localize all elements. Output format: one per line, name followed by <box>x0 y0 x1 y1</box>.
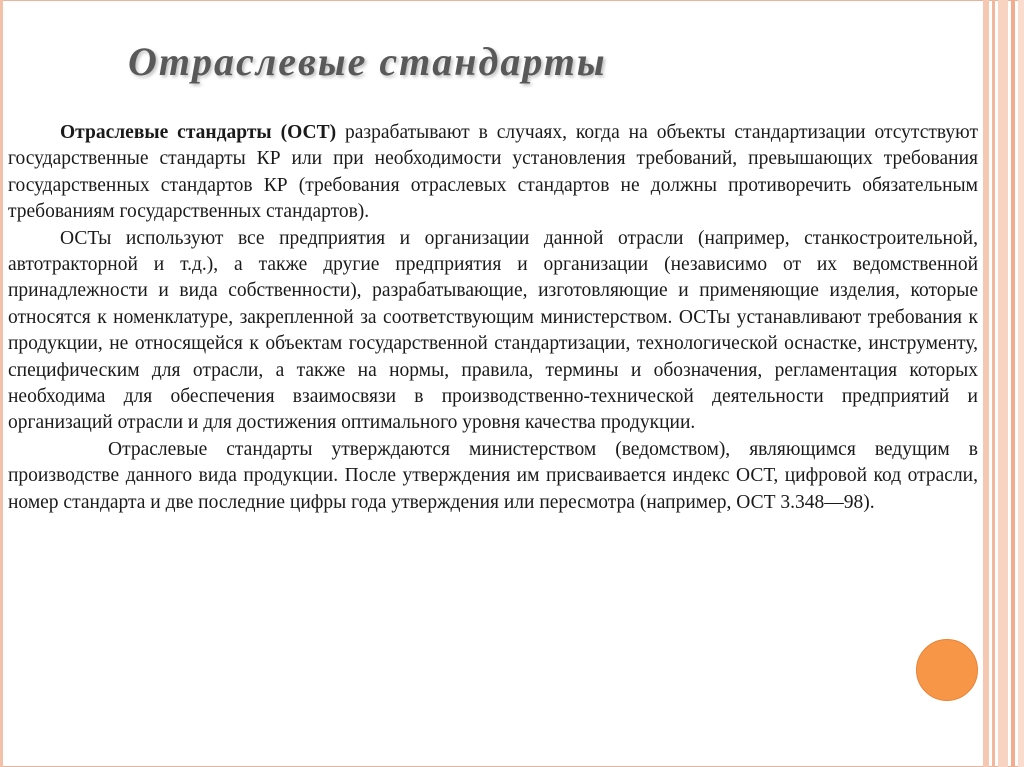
paragraph-2: ОСТы используют все предприятия и организации данной отрасли (например, станкостроительной, автотракторной и т.д.), а также другие предприятия и организации (независимо от их ведомственной принадлежности и вида собственности), разрабатывающие, изготовляющие и применяющие изделия, которые относятся к номенклатуре, закрепленной за соответствующим министерством. ОСТы устанавливают требования к продукции, не относящейся к объектам государственной стандартизации, технологической оснастке, инструменту, специфическим для отрасли, а также на нормы, правила, термины и обозначения, регламентация которых необходима для обеспечения взаимосвязи в производственно-технической деятельности предприятий и организаций отрасли и для достижения оптимального уровня качества продукции. <box>8 227 978 434</box>
decorative-stripe <box>992 0 995 767</box>
paragraph-1-text: разрабатывают в случаях, когда на объекты стандартизации отсутствуют государственные стандарты КР или при необходимости установления требований, превышающих требования государственных стандартов КР (требования отраслевых стандартов не должны противоречить обязательным требованиям государственных стандартов). <box>8 122 978 223</box>
decorative-stripe <box>983 0 989 767</box>
paragraph-3: Отраслевые стандарты утверждаются министерством (ведомством), являющимся ведущим в производстве данного вида продукции. После утверждения им присваивается индекс ОСТ, цифровой код отрасли, номер стандарта и две последние цифры года утверждения или пересмотра (например, ОСТ 3.348—98). <box>8 438 978 513</box>
decorative-stripe <box>1018 0 1024 767</box>
decorative-stripe <box>1011 0 1015 767</box>
slide-body <box>8 120 978 516</box>
paragraph-1 <box>8 120 978 226</box>
paragraph-1-bold-lead: Отраслевые стандарты (ОСТ) <box>60 122 337 143</box>
decorative-circle <box>916 639 978 701</box>
left-border-stripe <box>0 0 3 767</box>
decorative-stripe <box>998 0 1008 767</box>
slide-title: Отраслевые стандарты <box>128 39 607 84</box>
